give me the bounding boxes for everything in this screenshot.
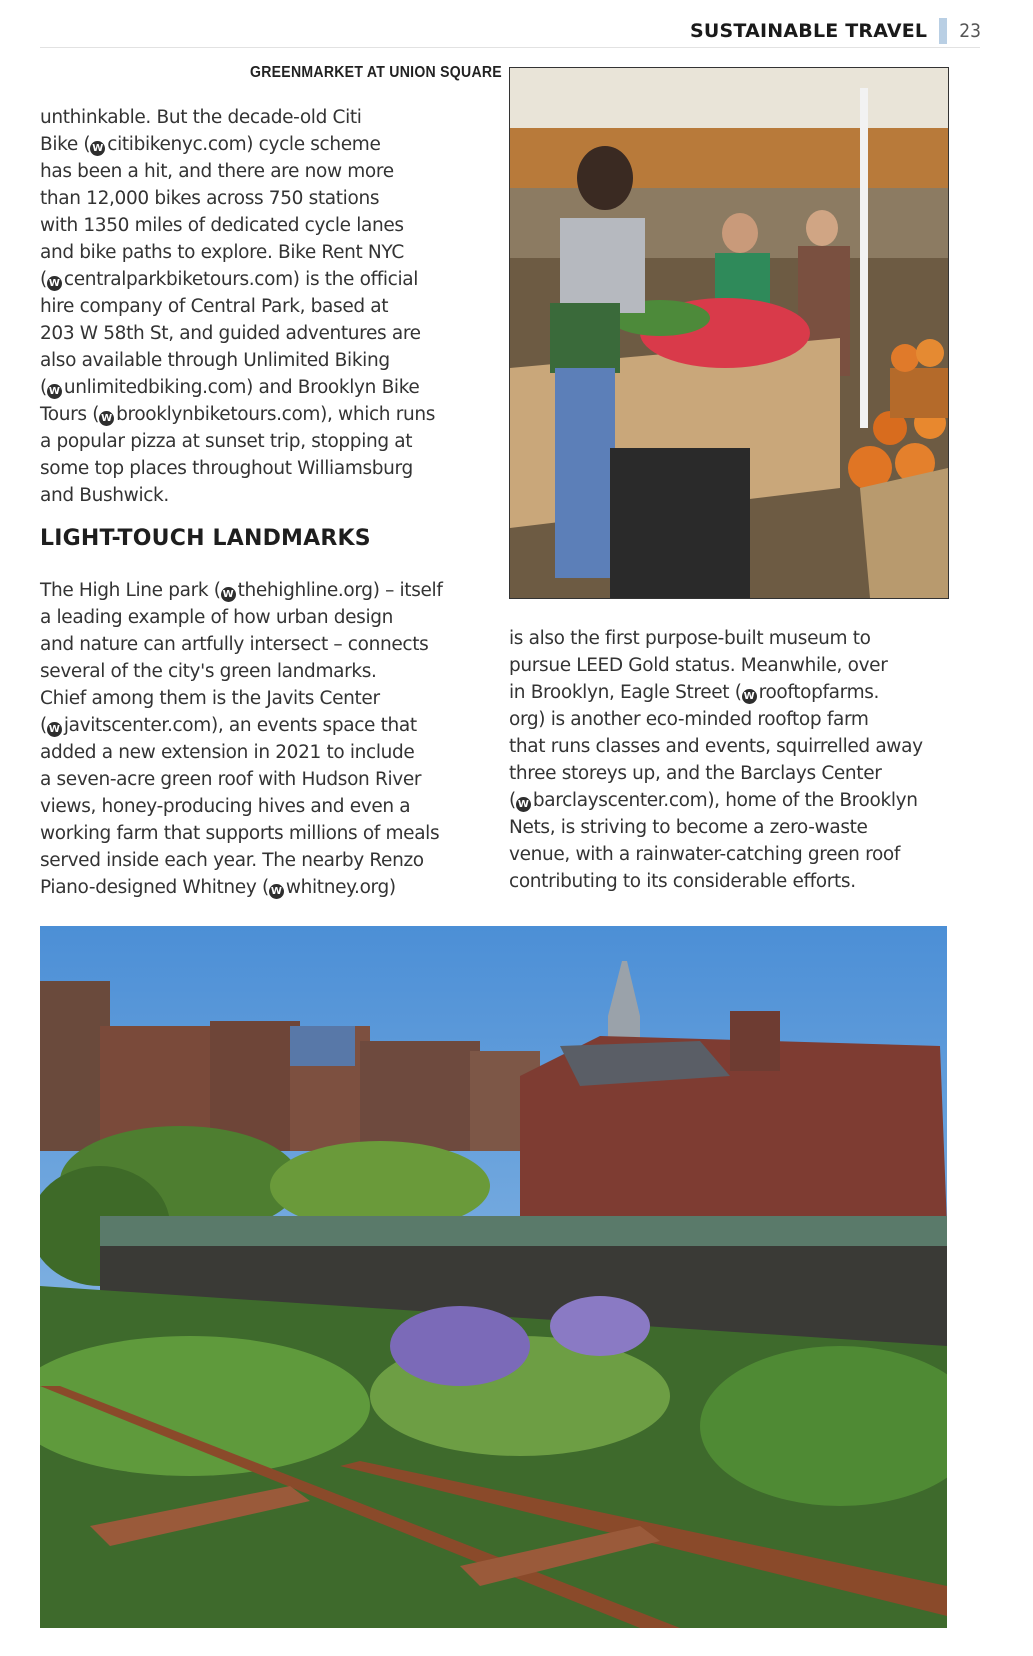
- web-link[interactable]: centralparkbiketours.com: [63, 269, 293, 290]
- line-text: contributing to its considerable efforts.: [509, 871, 856, 892]
- line-text: ) cycle scheme: [246, 134, 381, 155]
- high-line-photo: [40, 926, 947, 1628]
- text-line: [509, 841, 949, 868]
- line-text: and bike paths to explore. Bike Rent NYC: [40, 242, 404, 263]
- text-line: [509, 706, 949, 733]
- line-text: ) is the official: [292, 269, 419, 290]
- line-text: ), home of the Brooklyn: [707, 790, 918, 811]
- line-text: with 1350 miles of dedicated cycle lanes: [40, 215, 404, 236]
- line-text: some top places throughout Williamsburg: [40, 458, 413, 479]
- web-link[interactable]: rooftopfarms.: [758, 682, 880, 703]
- line-text: pursue LEED Gold status. Meanwhile, over: [509, 655, 888, 676]
- text-line: [40, 266, 480, 293]
- line-text: ), which runs: [320, 404, 436, 425]
- line-text: Bike (: [40, 134, 91, 155]
- web-icon: W: [270, 886, 282, 897]
- line-text: 203 W 58th St, and guided adventures are: [40, 323, 421, 344]
- web-link[interactable]: whitney.org: [285, 877, 389, 898]
- line-text: added a new extension in 2021 to include: [40, 742, 415, 763]
- text-line: [40, 847, 480, 874]
- text-line: [40, 293, 480, 320]
- web-icon: W: [48, 386, 60, 397]
- text-line: [509, 733, 949, 760]
- line-text: has been a hit, and there are now more: [40, 161, 394, 182]
- text-line: [509, 760, 949, 787]
- line-text: (: [40, 377, 47, 398]
- text-line: [40, 685, 480, 712]
- line-text: unthinkable. But the decade-old Citi: [40, 107, 362, 128]
- text-line: [40, 158, 480, 185]
- line-text: also available through Unlimited Biking: [40, 350, 390, 371]
- text-line: [40, 239, 480, 266]
- web-icon: W: [517, 799, 529, 810]
- text-line: [40, 320, 480, 347]
- text-line: [40, 658, 480, 685]
- web-link[interactable]: unlimitedbiking.com: [63, 377, 247, 398]
- web-icon: W: [92, 143, 104, 154]
- line-text: several of the city's green landmarks.: [40, 661, 377, 682]
- web-link[interactable]: thehighline.org: [237, 580, 373, 601]
- running-header: [690, 18, 981, 44]
- web-icon: W: [743, 691, 755, 702]
- line-text: org) is another eco-minded rooftop farm: [509, 709, 869, 730]
- line-text: (: [40, 269, 47, 290]
- line-text: Tours (: [40, 404, 100, 425]
- text-line: [40, 739, 480, 766]
- photo-caption: GREENMARKET AT UNION SQUARE: [250, 64, 502, 81]
- web-link[interactable]: javitscenter.com: [63, 715, 211, 736]
- text-line: [40, 820, 480, 847]
- line-text: in Brooklyn, Eagle Street (: [509, 682, 742, 703]
- page-number: 23: [959, 20, 981, 42]
- web-icon: W: [48, 724, 60, 735]
- web-icon: W: [101, 413, 113, 424]
- text-line: [40, 185, 480, 212]
- text-line: [509, 625, 949, 652]
- text-line: [40, 482, 480, 509]
- text-line: [40, 131, 480, 158]
- text-line: [40, 604, 480, 631]
- web-icon: W: [222, 589, 234, 600]
- line-text: venue, with a rainwater-catching green roof: [509, 844, 901, 865]
- text-line: [40, 104, 480, 131]
- text-line: [40, 374, 480, 401]
- line-text: that runs classes and events, squirrelled away: [509, 736, 923, 757]
- text-line: [40, 577, 480, 604]
- text-line: [40, 793, 480, 820]
- line-text: The High Line park (: [40, 580, 221, 601]
- line-text: is also the first purpose-built museum to: [509, 628, 871, 649]
- text-line: [40, 874, 480, 901]
- text-line: [509, 814, 949, 841]
- text-line: [40, 347, 480, 374]
- line-text: a seven-acre green roof with Hudson River: [40, 769, 422, 790]
- line-text: and Bushwick.: [40, 485, 169, 506]
- web-link[interactable]: citibikenyc.com: [107, 134, 247, 155]
- line-text: ) and Brooklyn Bike: [246, 377, 420, 398]
- line-text: ): [388, 877, 396, 898]
- text-line: [509, 652, 949, 679]
- text-line: [509, 868, 949, 895]
- greenmarket-photo: [509, 67, 949, 599]
- line-text: Chief among them is the Javits Center: [40, 688, 380, 709]
- line-text: (: [40, 715, 47, 736]
- body-column-c: [509, 625, 949, 895]
- web-icon: W: [48, 278, 60, 289]
- text-line: [40, 401, 480, 428]
- text-line: [40, 212, 480, 239]
- section-heading: LIGHT-TOUCH LANDMARKS: [40, 526, 371, 551]
- line-text: ), an events space that: [210, 715, 417, 736]
- line-text: views, honey-producing hives and even a: [40, 796, 411, 817]
- line-text: (: [509, 790, 516, 811]
- line-text: and nature can artfully intersect – connects: [40, 634, 429, 655]
- line-text: than 12,000 bikes across 750 stations: [40, 188, 380, 209]
- line-text: served inside each year. The nearby Renzo: [40, 850, 424, 871]
- body-column-a: [40, 104, 480, 509]
- text-line: [40, 631, 480, 658]
- line-text: hire company of Central Park, based at: [40, 296, 389, 317]
- line-text: ) – itself: [372, 580, 443, 601]
- text-line: [40, 766, 480, 793]
- text-line: [509, 679, 949, 706]
- header-rule: [40, 47, 980, 48]
- body-column-b: [40, 577, 480, 901]
- text-line: [40, 428, 480, 455]
- line-text: Piano-designed Whitney (: [40, 877, 269, 898]
- text-line: [40, 712, 480, 739]
- line-text: working farm that supports millions of meals: [40, 823, 440, 844]
- line-text: a popular pizza at sunset trip, stopping at: [40, 431, 413, 452]
- line-text: three storeys up, and the Barclays Center: [509, 763, 882, 784]
- text-line: [509, 787, 949, 814]
- section-title: SUSTAINABLE TRAVEL: [690, 20, 928, 42]
- header-divider-bar: [939, 18, 947, 44]
- web-link[interactable]: barclayscenter.com: [532, 790, 708, 811]
- line-text: a leading example of how urban design: [40, 607, 394, 628]
- line-text: Nets, is striving to become a zero-waste: [509, 817, 868, 838]
- web-link[interactable]: brooklynbiketours.com: [116, 404, 321, 425]
- text-line: [40, 455, 480, 482]
